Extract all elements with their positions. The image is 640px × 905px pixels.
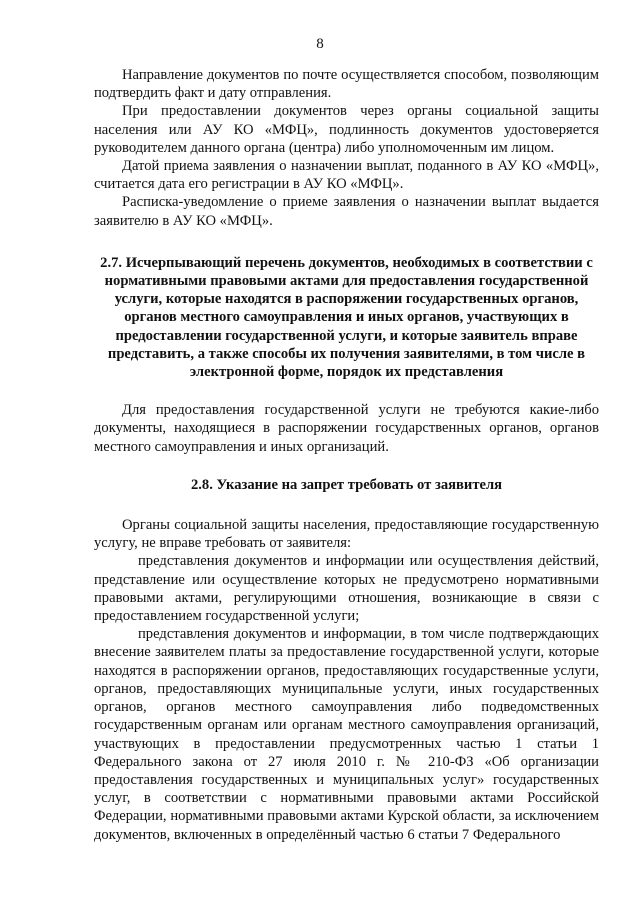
- paragraph-document-authentication: При предоставлении документов через органы социальной защиты населения или АУ КО «МФЦ», подлинность документов удостоверяется руководителем данного органа (центра) либо уполномоченным им лицом.: [94, 103, 599, 156]
- paragraph-application-date: Датой приема заявления о назначении выплат, поданного в АУ КО «МФЦ», считается дата его регистрации в АУ КО «МФЦ».: [94, 158, 599, 193]
- paragraph-mail-delivery: Направление документов по почте осуществляется способом, позволяющим подтвердить факт и дату отправления.: [94, 67, 599, 102]
- section-2-8-heading: 2.8. Указание на запрет требовать от заявителя: [190, 476, 503, 493]
- page-number: 8: [316, 36, 324, 52]
- paragraph-receipt-notice: Расписка-уведомление о приеме заявления о назначении выплат выдается заявителю в АУ КО «МФЦ».: [94, 194, 599, 229]
- section-2-8-intro: Органы социальной защиты населения, предоставляющие государственную услугу, не вправе требовать от заявителя:: [94, 517, 599, 552]
- section-2-8-item-2: представления документов и информации, в том числе подтверждающих внесение заявителем платы за предоставление государственной услуги, которые находятся в распоряжении органов, предоставляющих государственные услуги, органов, предоставляющих муниципальные услуги, иных государственных органов, органов местного самоуправления либо подведомственных государственным органам или органам местного самоуправления организаций, участвующих в предоставлении предусмотренных частью 1 статьи 1 Федерального закона от 27 июля 2010 г. № 210-ФЗ «Об организации предоставления государственных и муниципальных услуг» государственных услуг, в соответствии с нормативными правовыми актами Российской Федерации, нормативными правовыми актами Курской области, за исключением документов, включенных в определённый частью 6 статьи 7 Федерального: [94, 626, 599, 843]
- section-2-7-text: Для предоставления государственной услуги не требуются какие-либо документы, находящиеся в распоряжении государственных органов, органов местного самоуправления и иных организаций.: [94, 402, 599, 455]
- section-2-8-item-1: представления документов и информации или осуществления действий, представление или осуществление которых не предусмотрено нормативными правовыми актами, регулирующими отношения, возникающие в связи с предоставлением государственной услуги;: [94, 553, 599, 625]
- page-content: [94, 66, 599, 844]
- section-2-7-heading: 2.7. Исчерпывающий перечень документов, необходимых в соответствии с нормативными правовыми актами для предоставления государственной услуги, которые находятся в распоряжении государственных органов, органов местного самоуправления и иных органов, участвующих в предоставлении государственной услуги, и которые заявитель вправе представить, а также способы их получения заявителями, в том числе в электронной форме, порядок их представления: [100, 254, 593, 381]
